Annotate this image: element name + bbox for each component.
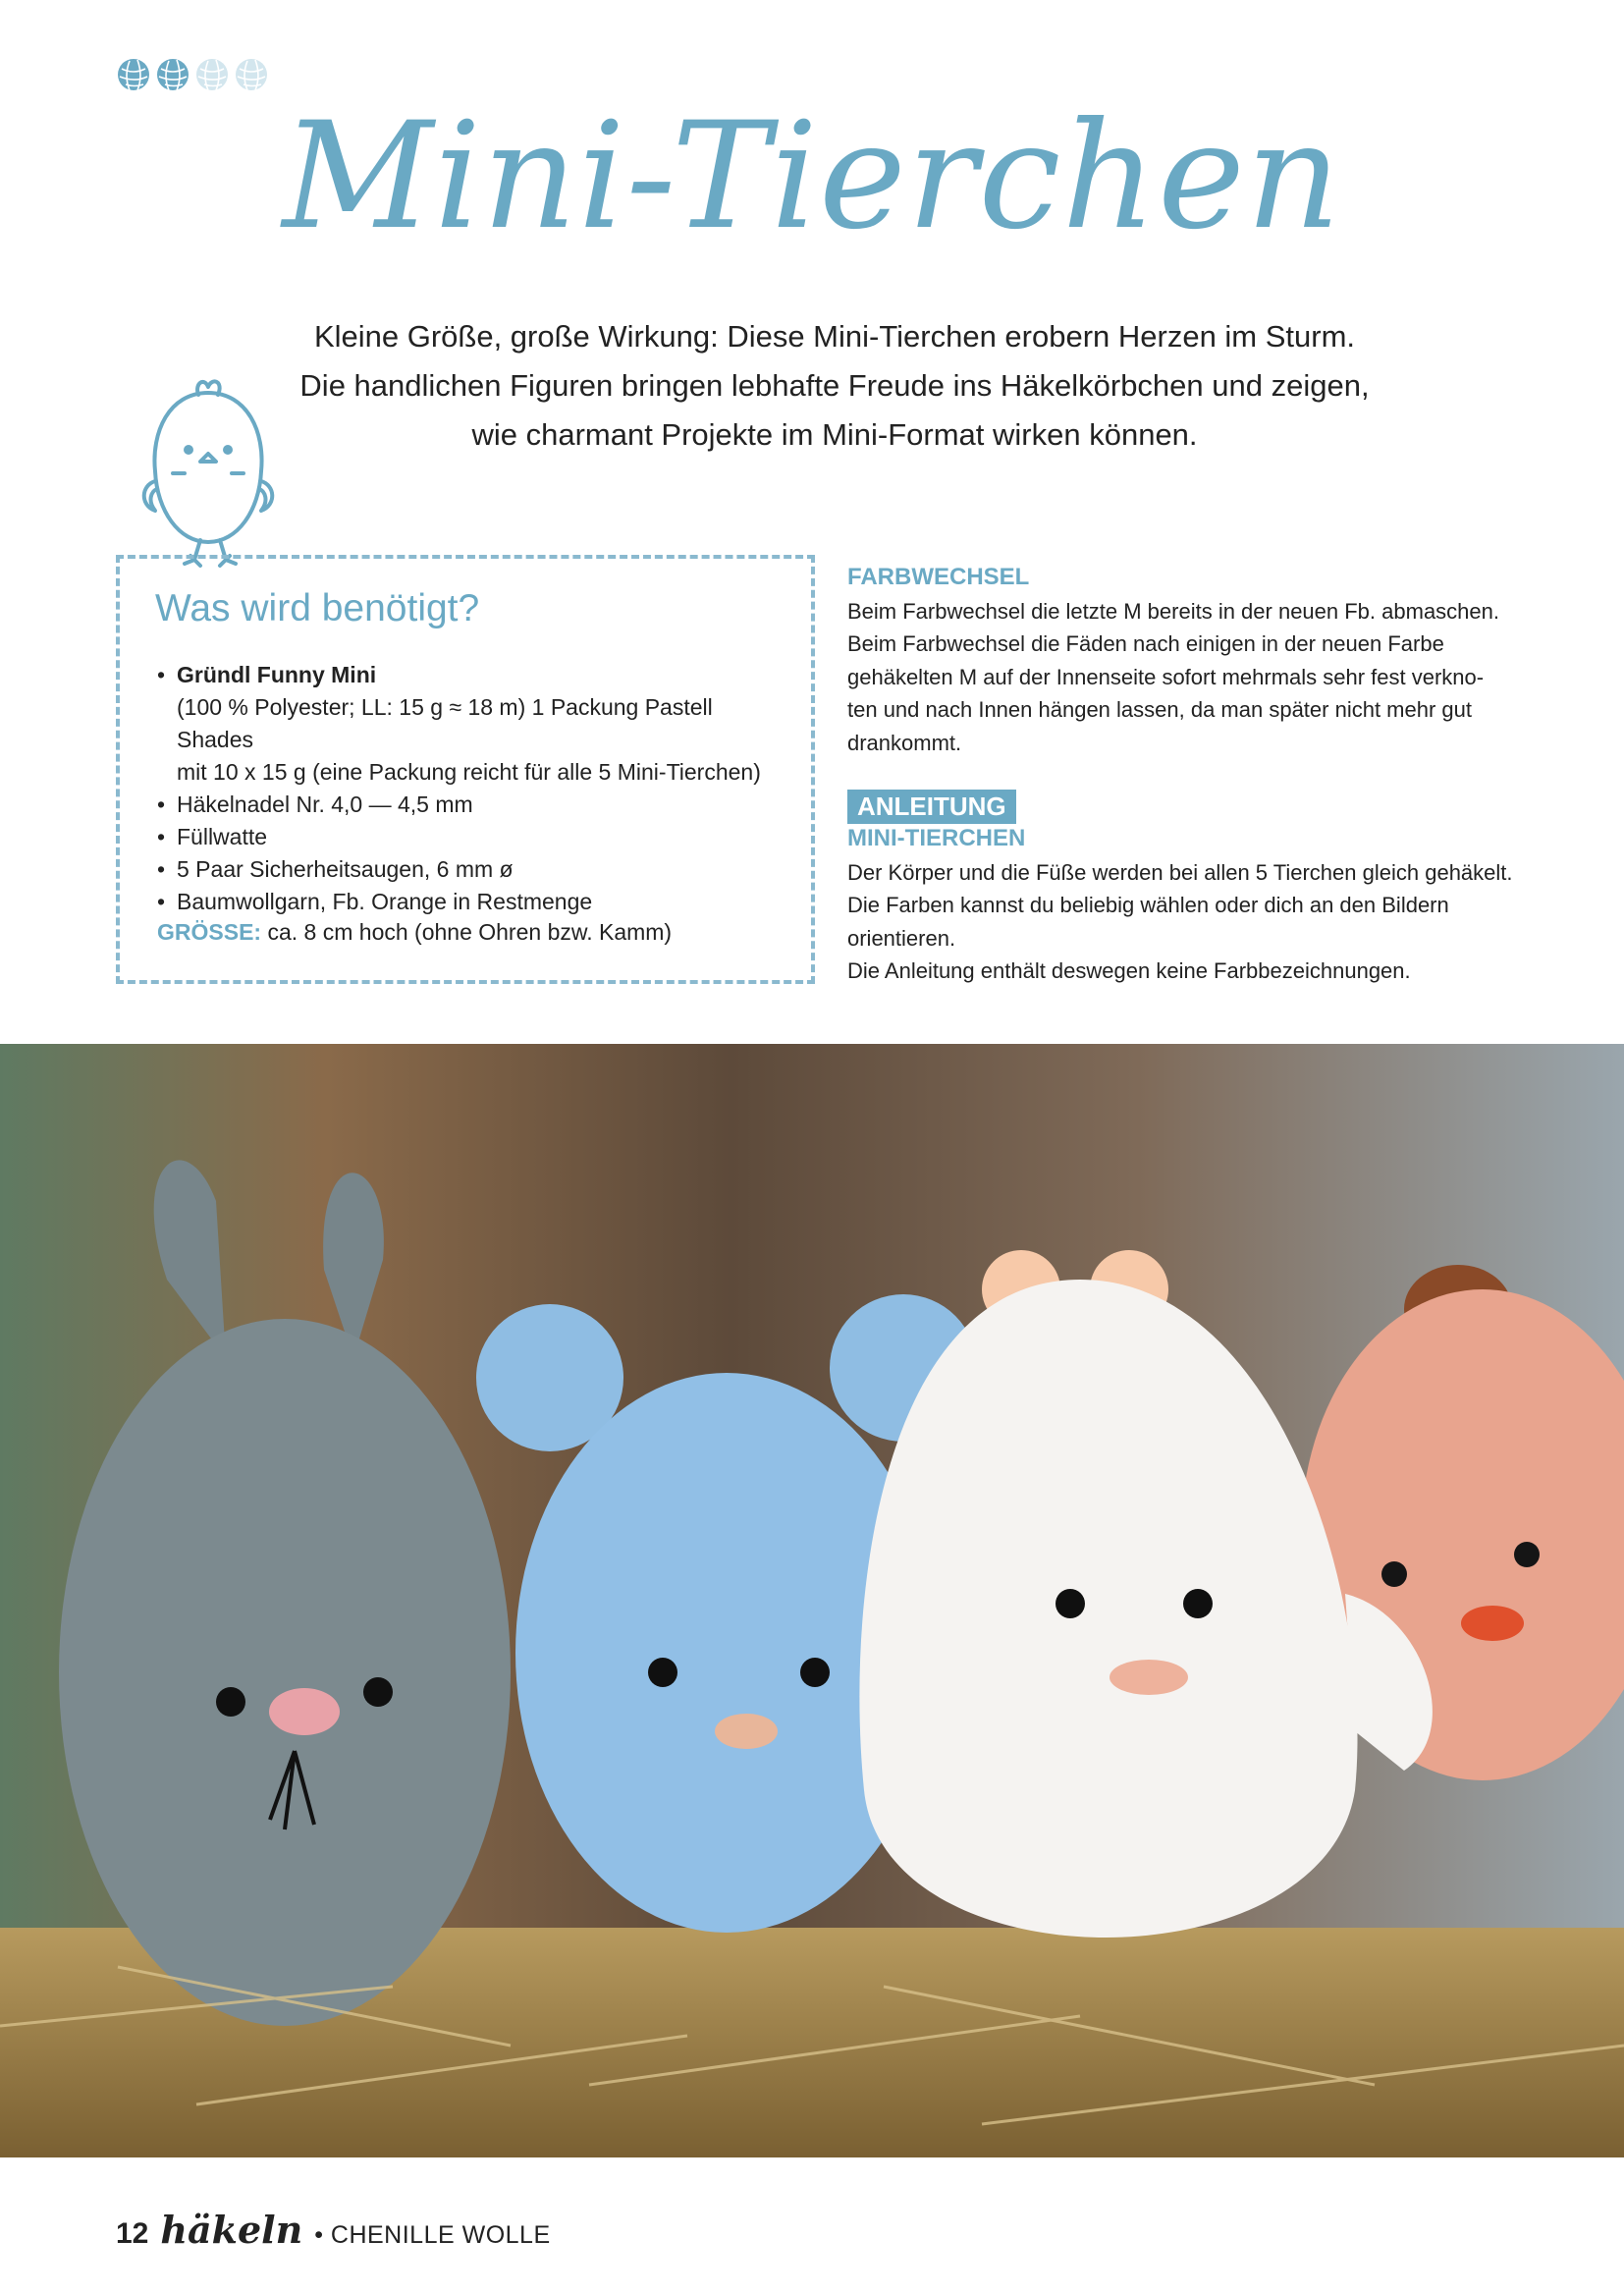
farbwechsel-line: Beim Farbwechsel die Fäden nach einigen in der neuen Farbe (847, 631, 1444, 657)
intro-line: Die handlichen Figuren bringen lebhafte Freude ins Häkelkörbchen und zeigen, (299, 368, 1370, 403)
materials-item: • Baumwollgarn, Fb. Orange in Restmenge (155, 886, 784, 918)
magazine-logo: häkeln (160, 2208, 303, 2252)
page-title: Mini-Tierchen (282, 91, 1342, 262)
intro-text (245, 312, 1424, 460)
materials-list (155, 659, 784, 918)
page-footer (116, 2208, 551, 2252)
anleitung-line: orientieren. (847, 925, 956, 951)
materials-item: • Füllwatte (155, 821, 784, 853)
farbwechsel-heading: FARBWECHSEL (847, 564, 1030, 590)
materials-item (155, 659, 784, 789)
page-number: 12 (116, 2217, 149, 2250)
anleitung-subheading: MINI-TIERCHEN (847, 825, 1026, 851)
chick-illustration-icon (130, 373, 287, 570)
farbwechsel-line: ten und nach Innen hängen lassen, da man später nicht mehr gut (847, 697, 1472, 723)
anleitung-line: Die Farben kannst du beliebig wählen oder dich an den Bildern (847, 893, 1449, 918)
crochet-animals-photo (0, 1044, 1624, 2157)
materials-item: • 5 Paar Sicherheitsaugen, 6 mm ø (155, 853, 784, 886)
yarn-ball-icon (234, 57, 269, 92)
footer-section: • CHENILLE WOLLE (314, 2221, 551, 2249)
size-value: ca. 8 cm hoch (ohne Ohren bzw. Kamm) (267, 919, 673, 945)
farbwechsel-line: gehäkelten M auf der Innenseite sofort mehrmals sehr fest verkno- (847, 664, 1485, 689)
anleitung-text (847, 856, 1554, 988)
anleitung-line: Der Körper und die Füße werden bei allen 5 Tierchen gleich gehäkelt. (847, 860, 1513, 885)
anleitung-line: Die Anleitung enthält deswegen keine Farbbezeichnungen. (847, 958, 1411, 984)
materials-heading: Was wird benötigt? (155, 587, 480, 629)
farbwechsel-line: drankommt. (847, 730, 962, 755)
materials-item: • Häkelnadel Nr. 4,0 — 4,5 mm (155, 789, 784, 821)
yarn-ball-icon (155, 57, 190, 92)
yarn-name: • Gründl Funny Mini (177, 662, 377, 687)
yarn-ball-icon (194, 57, 230, 92)
anleitung-badge: ANLEITUNG (847, 790, 1016, 824)
yarn-detail: mit 10 x 15 g (eine Packung reicht für alle 5 Mini-Tierchen) (177, 759, 761, 785)
farbwechsel-line: Beim Farbwechsel die letzte M bereits in der neuen Fb. abmaschen. (847, 599, 1499, 624)
intro-line: wie charmant Projekte im Mini-Format wirken können. (471, 417, 1198, 452)
farbwechsel-text (847, 595, 1554, 759)
intro-line: Kleine Größe, große Wirkung: Diese Mini-Tierchen erobern Herzen im Sturm. (313, 319, 1356, 354)
yarn-ball-icon (116, 57, 151, 92)
yarn-detail: (100 % Polyester; LL: 15 g ≈ 18 m) 1 Packung Pastell Shades (177, 694, 713, 752)
size-label: GRÖSSE: (157, 919, 262, 945)
difficulty-rating (116, 57, 269, 92)
size-info (157, 919, 672, 946)
